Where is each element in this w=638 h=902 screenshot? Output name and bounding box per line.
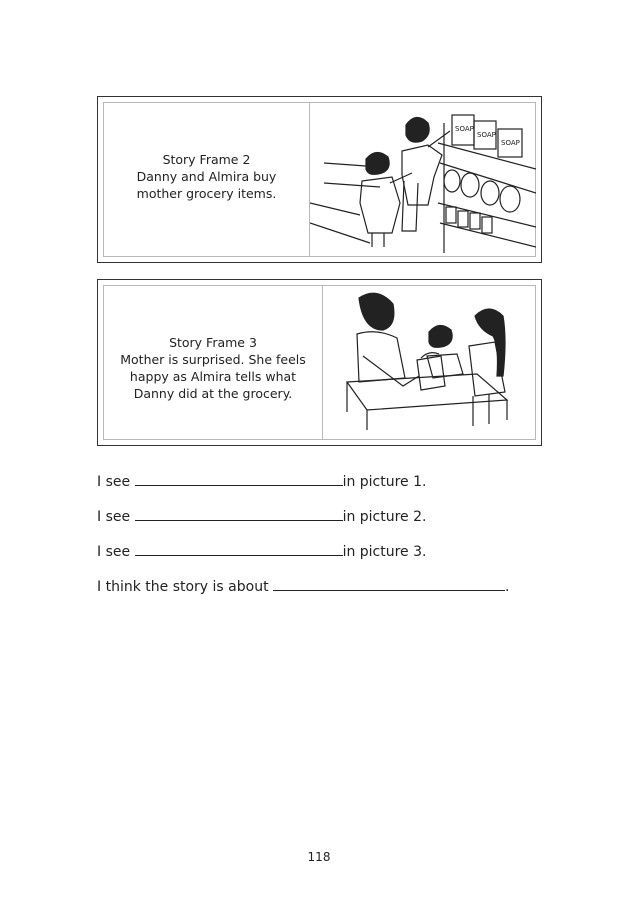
story-frame-3 [97, 279, 542, 446]
story-frame-2-line-1: Danny and Almira buy [136, 169, 277, 184]
story-frame-2-title: Story Frame 2 [162, 152, 251, 167]
sentence-2-suffix: in picture 2. [342, 509, 427, 525]
story-frame-3-line-1: Mother is surprised. She feels [120, 352, 306, 367]
story-frame-2-line-2: mother grocery items. [136, 186, 277, 201]
sentence-1-prefix: I see [97, 474, 135, 490]
story-frame-3-title: Story Frame 3 [169, 335, 257, 350]
story-frame-2 [97, 96, 542, 263]
sentence-3-suffix: in picture 3. [342, 544, 427, 560]
sentence-1 [97, 473, 426, 490]
shelf-label-2: SOAP [477, 131, 496, 139]
sentence-4 [97, 578, 509, 595]
grocery-shelf-illustration [310, 103, 536, 256]
shelf-label-3: SOAP [501, 139, 520, 147]
story-frame-2-inner [103, 102, 536, 257]
story-frame-3-inner [103, 285, 536, 440]
sentence-3-prefix: I see [97, 544, 135, 560]
answer-blank-4[interactable] [273, 578, 505, 591]
sentence-3 [97, 543, 426, 560]
page-number: 118 [307, 850, 331, 864]
shelf-label-1: SOAP [455, 125, 474, 133]
story-frame-3-line-2: happy as Almira tells what [129, 369, 297, 384]
sentence-4-prefix: I think the story is about [97, 579, 274, 595]
answer-blank-2[interactable] [135, 508, 343, 521]
story-frame-3-line-3: Danny did at the grocery. [133, 386, 293, 401]
story-frame-2-caption [104, 151, 309, 202]
family-at-table-illustration [323, 286, 536, 439]
answer-blank-1[interactable] [135, 473, 343, 486]
sentence-2 [97, 508, 426, 525]
sentence-1-suffix: in picture 1. [342, 474, 427, 490]
story-frame-3-caption [104, 334, 322, 402]
sentence-2-prefix: I see [97, 509, 135, 525]
sentence-4-suffix: . [505, 579, 510, 595]
answer-blank-3[interactable] [135, 543, 343, 556]
